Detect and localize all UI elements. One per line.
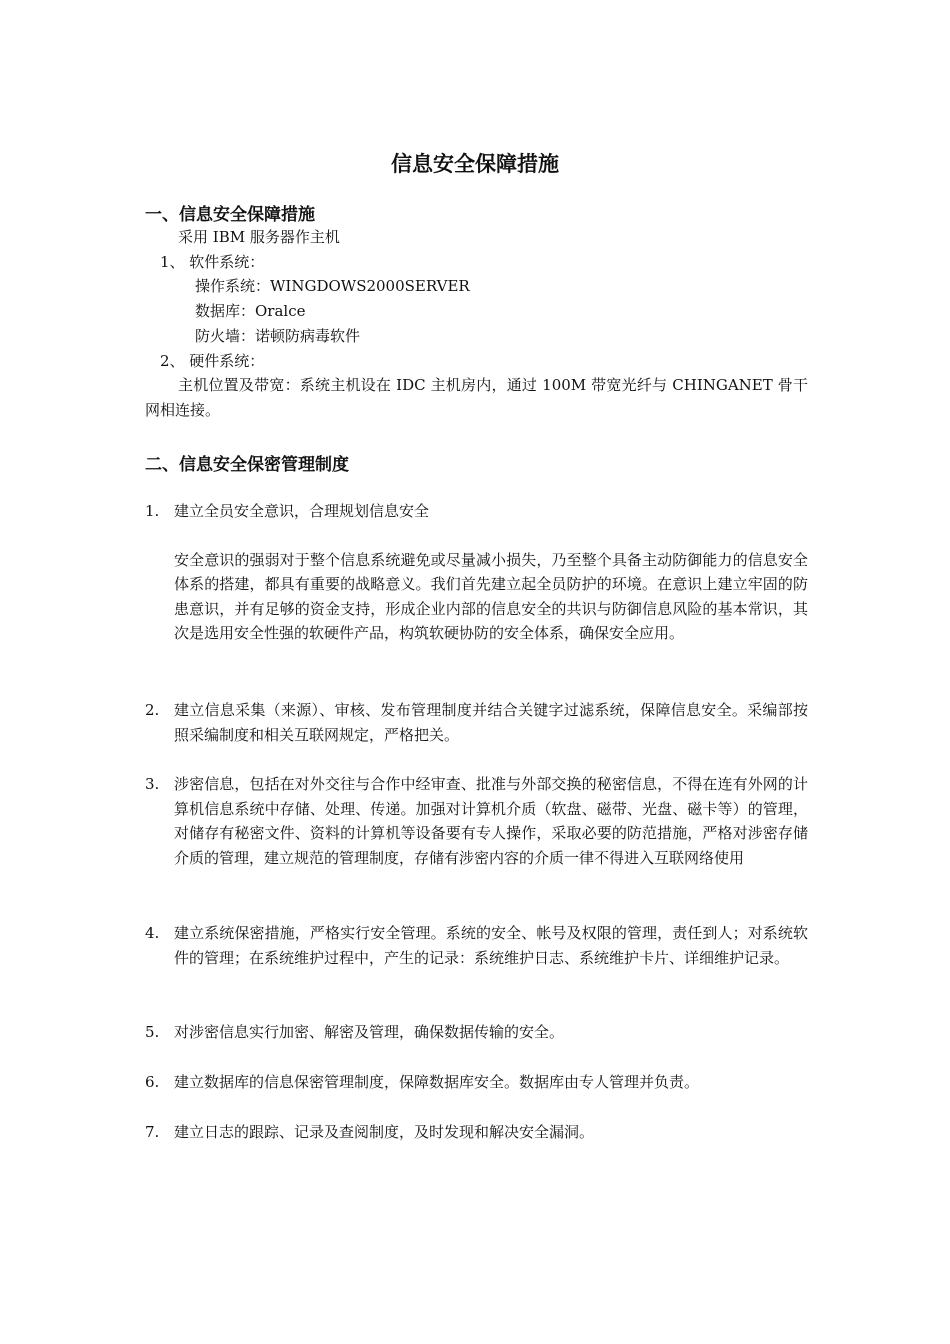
item-number: 1. xyxy=(145,502,160,520)
item-text: 建立信息采集（来源）、审核、发布管理制度并结合关键字过滤系统，保障信息安全。采编部按照采编制度和相关互联网规定，严格把关。 xyxy=(174,701,808,744)
item-number: 3. xyxy=(145,775,160,793)
os-line: 操作系统：WINGDOWS2000SERVER xyxy=(195,277,470,295)
item-number: 5. xyxy=(145,1023,160,1041)
item-number: 7. xyxy=(145,1123,160,1141)
list-item xyxy=(145,1020,808,1045)
hardware-label: 2、 硬件系统： xyxy=(160,352,265,370)
hardware-text: 主机位置及带宽：系统主机设在 IDC 主机房内，通过 100M 带宽光纤与 CHINGANET 骨干网相连接。 xyxy=(145,376,808,419)
list-item xyxy=(145,499,808,646)
item-number: 2. xyxy=(145,701,160,719)
list-item xyxy=(145,1120,808,1145)
list-item xyxy=(145,1070,808,1095)
section-1-heading: 一、信息安全保障措施 xyxy=(145,205,315,225)
section-2-heading: 二、信息安全保密管理制度 xyxy=(145,455,349,475)
item-text: 涉密信息，包括在对外交往与合作中经审查、批准与外部交换的秘密信息，不得在连有外网的计算机信息系统中存储、处理、传递。加强对计算机介质（软盘、磁带、光盘、磁卡等）的管理，对储存有秘密文件、资料的计算机等设备要有专人操作，采取必要的防范措施，严格对涉密存储介质的管理，建立规范的管理制度，存储有涉密内容的介质一律不得进入互联网络使用 xyxy=(174,775,808,867)
item-text: 建立数据库的信息保密管理制度，保障数据库安全。数据库由专人管理并负责。 xyxy=(174,1073,700,1091)
item-number: 4. xyxy=(145,924,160,942)
document-title: 信息安全保障措施 xyxy=(391,152,559,176)
item-text: 建立全员安全意识，合理规划信息安全 xyxy=(174,502,430,520)
item-text: 建立日志的跟踪、记录及查阅制度，及时发现和解决安全漏洞。 xyxy=(174,1123,595,1141)
item-text: 对涉密信息实行加密、解密及管理，确保数据传输的安全。 xyxy=(174,1023,565,1041)
list-item xyxy=(145,698,808,747)
software-label: 1、 软件系统： xyxy=(160,253,265,271)
firewall-line: 防火墙：诺顿防病毒软件 xyxy=(195,327,361,345)
intro-line: 采用 IBM 服务器作主机 xyxy=(178,228,340,246)
item-text: 建立系统保密措施，严格实行安全管理。系统的安全、帐号及权限的管理，责任到人；对系统软件的管理；在系统维护过程中，产生的记录：系统维护日志、系统维护卡片、详细维护记录。 xyxy=(174,924,808,967)
db-line: 数据库：Oralce xyxy=(195,302,306,320)
list-item xyxy=(145,921,808,970)
item-number: 6. xyxy=(145,1073,160,1091)
item-detail: 安全意识的强弱对于整个信息系统避免或尽量减小损失，乃至整个具备主动防御能力的信息安全体系的搭建，都具有重要的战略意义。我们首先建立起全员防护的环境。在意识上建立牢固的防患意识，并有足够的资金支持，形成企业内部的信息安全的共识与防御信息风险的基本常识，其次是选用安全性强的软硬件产品，构筑软硬协防的安全体系，确保安全应用。 xyxy=(174,550,808,642)
list-item xyxy=(145,772,808,870)
